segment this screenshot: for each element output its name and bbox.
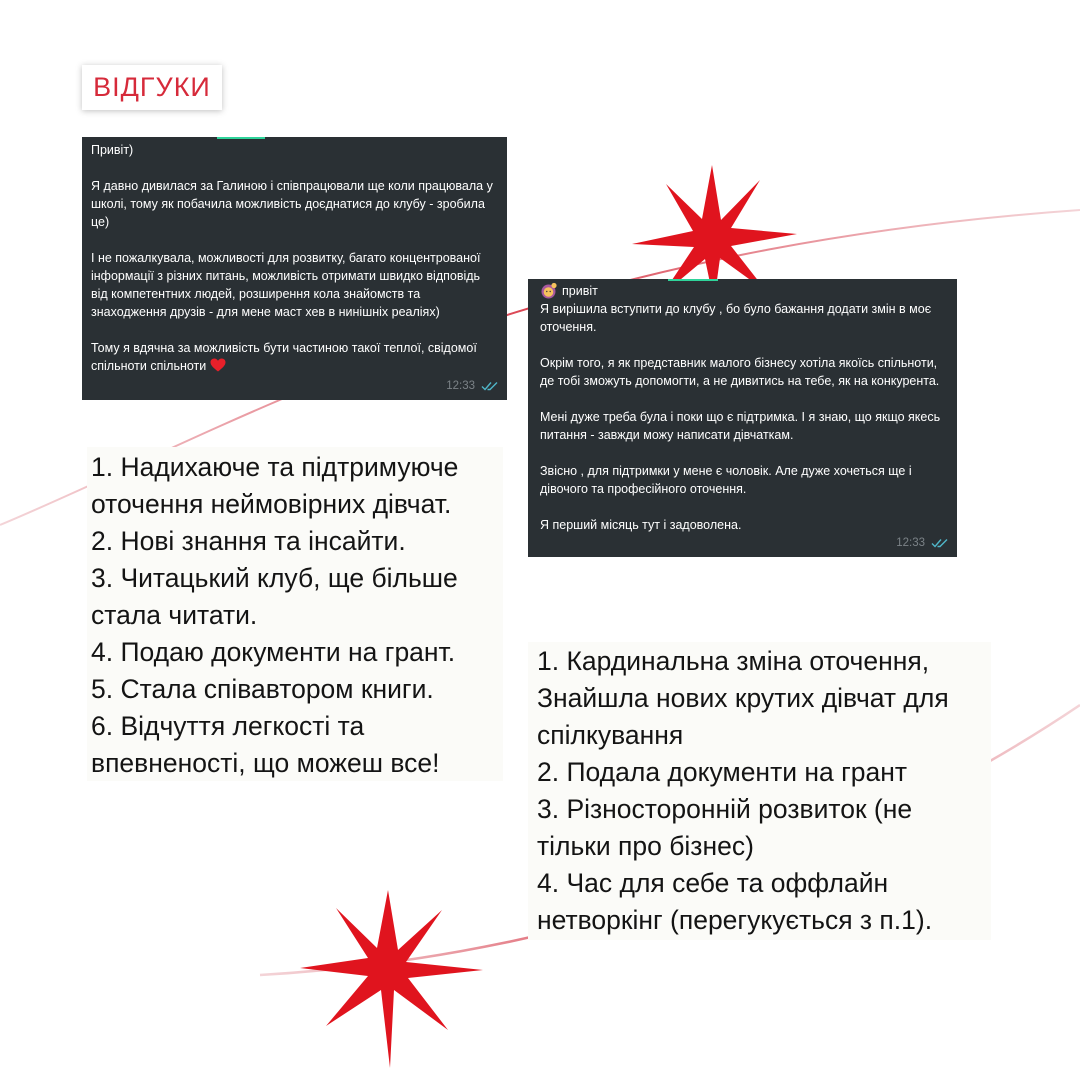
- message-paragraph: Окрім того, я як представник малого бізнесу хотіла якоїсь спільноти, де тобі зможуть допомогти, а не дивитись на тебе, як на конкурента.: [540, 356, 940, 388]
- double-check-icon: [931, 538, 949, 548]
- review-chat-message-2: [528, 279, 957, 557]
- message-paragraph: Я вирішила вступити до клубу , бо було бажання додати змін в моє оточення.: [540, 302, 932, 334]
- list-item: оточення неймовірних дівчат.: [91, 489, 452, 519]
- message-time: 12:33: [446, 380, 475, 392]
- list-item: 5. Стала співавтором книги.: [91, 674, 434, 704]
- list-item: 3. Читацький клуб, ще більше: [91, 563, 458, 593]
- review-chat-message-1: [82, 137, 507, 400]
- chat-top-accent: [668, 279, 718, 281]
- message-meta: [896, 534, 949, 552]
- message-paragraph: Я перший місяць тут і задоволена.: [540, 518, 742, 532]
- review-list-2: [528, 642, 991, 940]
- list-item: 2. Подала документи на грант: [537, 757, 908, 787]
- message-meta: [446, 377, 499, 395]
- list-item: 6. Відчуття легкості та: [91, 711, 365, 741]
- list-item: стала читати.: [91, 600, 258, 630]
- woman-raising-hand-icon: [540, 282, 557, 299]
- greeting-line: привіт: [540, 282, 945, 300]
- message-paragraph: Я давно дивилася за Галиною і співпрацювали ще коли працювала у школі, тому як побачила можливість доєднатися до клубу - зробила це): [91, 179, 493, 229]
- heart-icon: [210, 358, 226, 372]
- review-list-1: [87, 447, 503, 781]
- message-paragraph: Привіт): [91, 143, 134, 157]
- list-item: тільки про бізнес): [537, 831, 754, 861]
- red-starburst-icon: [300, 890, 483, 1068]
- list-item: нетворкінг (перегукується з п.1).: [537, 905, 933, 935]
- list-item: 2. Нові знання та інсайти.: [91, 526, 406, 556]
- message-paragraph: Тому я вдячна за можливість бути частиною такої теплої, свідомої спільноти спільноти: [91, 341, 477, 373]
- list-item: 3. Різносторонній розвиток (не: [537, 794, 913, 824]
- message-paragraph: Звісно , для підтримки у мене є чоловік. Але дуже хочеться ще і дівочого та професійного оточення.: [540, 464, 912, 496]
- page-title: ВІДГУКИ: [82, 65, 222, 110]
- chat-top-accent: [217, 137, 265, 139]
- double-check-icon: [481, 381, 499, 391]
- list-item: 4. Подаю документи на грант.: [91, 637, 456, 667]
- message-paragraph: І не пожалкувала, можливості для розвитку, багато концентрованої інформації з різних питань, можливість отримати швидко відповідь від компетентних людей, розширення кола знайомств та знаходження друзів - для мене маст хев в нинішніх реаліях): [91, 251, 481, 319]
- message-paragraph: Мені дуже треба була і поки що є підтримка. І я знаю, що якщо якесь питання - завжди можу написати дівчаткам.: [540, 410, 941, 442]
- list-item: 1. Надихаюче та підтримуюче: [91, 452, 459, 482]
- list-item: спілкування: [537, 720, 684, 750]
- list-item: впевненості, що можеш все!: [91, 748, 440, 778]
- list-item: Знайшла нових крутих дівчат для: [537, 683, 949, 713]
- message-time: 12:33: [896, 537, 925, 549]
- list-item: 4. Час для себе та оффлайн: [537, 868, 889, 898]
- list-item: 1. Кардинальна зміна оточення,: [537, 646, 930, 676]
